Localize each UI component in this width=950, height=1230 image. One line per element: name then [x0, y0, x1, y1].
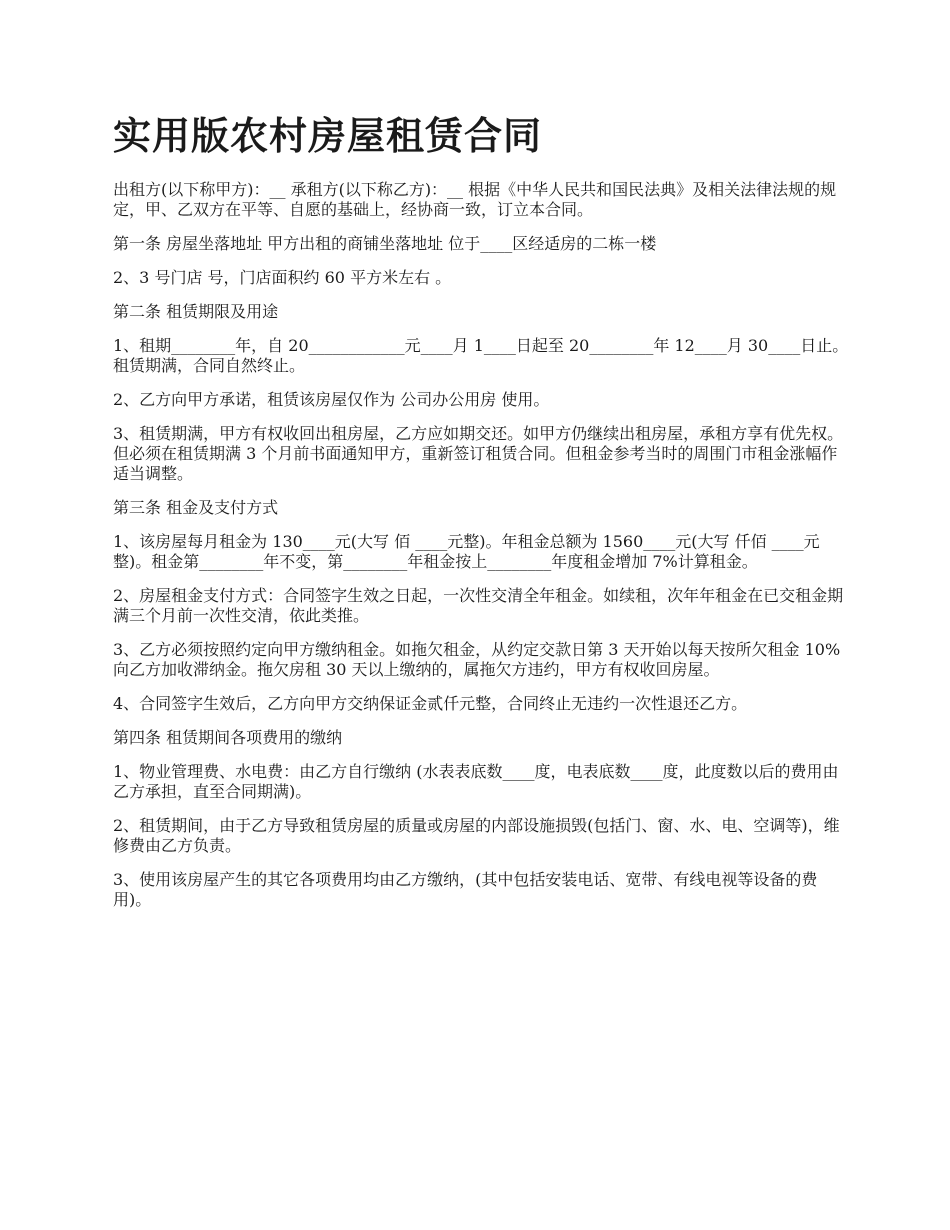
preamble-paragraph: 出租方(以下称甲方)：__ 承租方(以下称乙方)：__ 根据《中华人民共和国民法典》及相关法律法规的规定，甲、乙双方在平等、自愿的基础上，经协商一致，订立本合同。: [113, 180, 837, 219]
article-4-item-1: 1、物业管理费、水电费：由乙方自行缴纳 (水表表底数____度，电表底数____度，此度数以后的费用由乙方承担，直至合同期满)。: [113, 762, 839, 801]
document-body: [113, 180, 853, 924]
article-3-item-1: 1、该房屋每月租金为 130____元(大写 佰 ____元整)。年租金总额为 1560____元(大写 仟佰 ____元整)。租金第________年不变，第________年租金按上________年度租金增加 7%计算租金。: [113, 532, 820, 571]
article-3-item-2: 2、房屋租金支付方式：合同签字生效之日起，一次性交清全年租金。如续租，次年年租金在已交租金期满三个月前一次性交清，依此类推。: [113, 586, 844, 625]
article-2-item-2: 2、乙方向甲方承诺，租赁该房屋仅作为 公司办公用房 使用。: [113, 390, 550, 409]
article-1-item-2: 2、3 号门店 号，门店面积约 60 平方米左右 。: [113, 268, 452, 287]
article-4-item-2: 2、租赁期间，由于乙方导致租赁房屋的质量或房屋的内部设施损毁(包括门、窗、水、电、空调等)，维修费由乙方负责。: [113, 816, 840, 855]
article-2-item-1: 1、租期________年，自 20____________元____月 1____日起至 20________年 12____月 30____日止。租赁期满，合同自然终止。: [113, 336, 849, 375]
article-4-heading: 第四条 租赁期间各项费用的缴纳: [113, 728, 343, 747]
document-title: 实用版农村房屋租赁合同: [113, 113, 543, 158]
article-4-item-3: 3、使用该房屋产生的其它各项费用均由乙方缴纳，(其中包括安装电话、宽带、有线电视等设备的费用)。: [113, 870, 818, 909]
article-2-item-3: 3、租赁期满，甲方有权收回出租房屋，乙方应如期交还。如甲方仍继续出租房屋，承租方享有优先权。但必须在租赁期满 3 个月前书面通知甲方，重新签订租赁合同。但租金参考当时的周围门市租金涨幅作适当调整。: [113, 424, 844, 483]
article-3-item-4: 4、合同签字生效后，乙方向甲方交纳保证金贰仟元整，合同终止无违约一次性退还乙方。: [113, 694, 748, 713]
article-2-heading: 第二条 租赁期限及用途: [113, 302, 279, 321]
article-1-heading: 第一条 房屋坐落地址 甲方出租的商铺坐落地址 位于____区经适房的二栋一楼: [113, 234, 657, 253]
article-3-heading: 第三条 租金及支付方式: [113, 498, 279, 517]
article-3-item-3: 3、乙方必须按照约定向甲方缴纳租金。如拖欠租金，从约定交款日第 3 天开始以每天按所欠租金 10%向乙方加收滞纳金。拖欠房租 30 天以上缴纳的，属拖欠方违约，甲方有权收回房屋。: [113, 640, 841, 679]
